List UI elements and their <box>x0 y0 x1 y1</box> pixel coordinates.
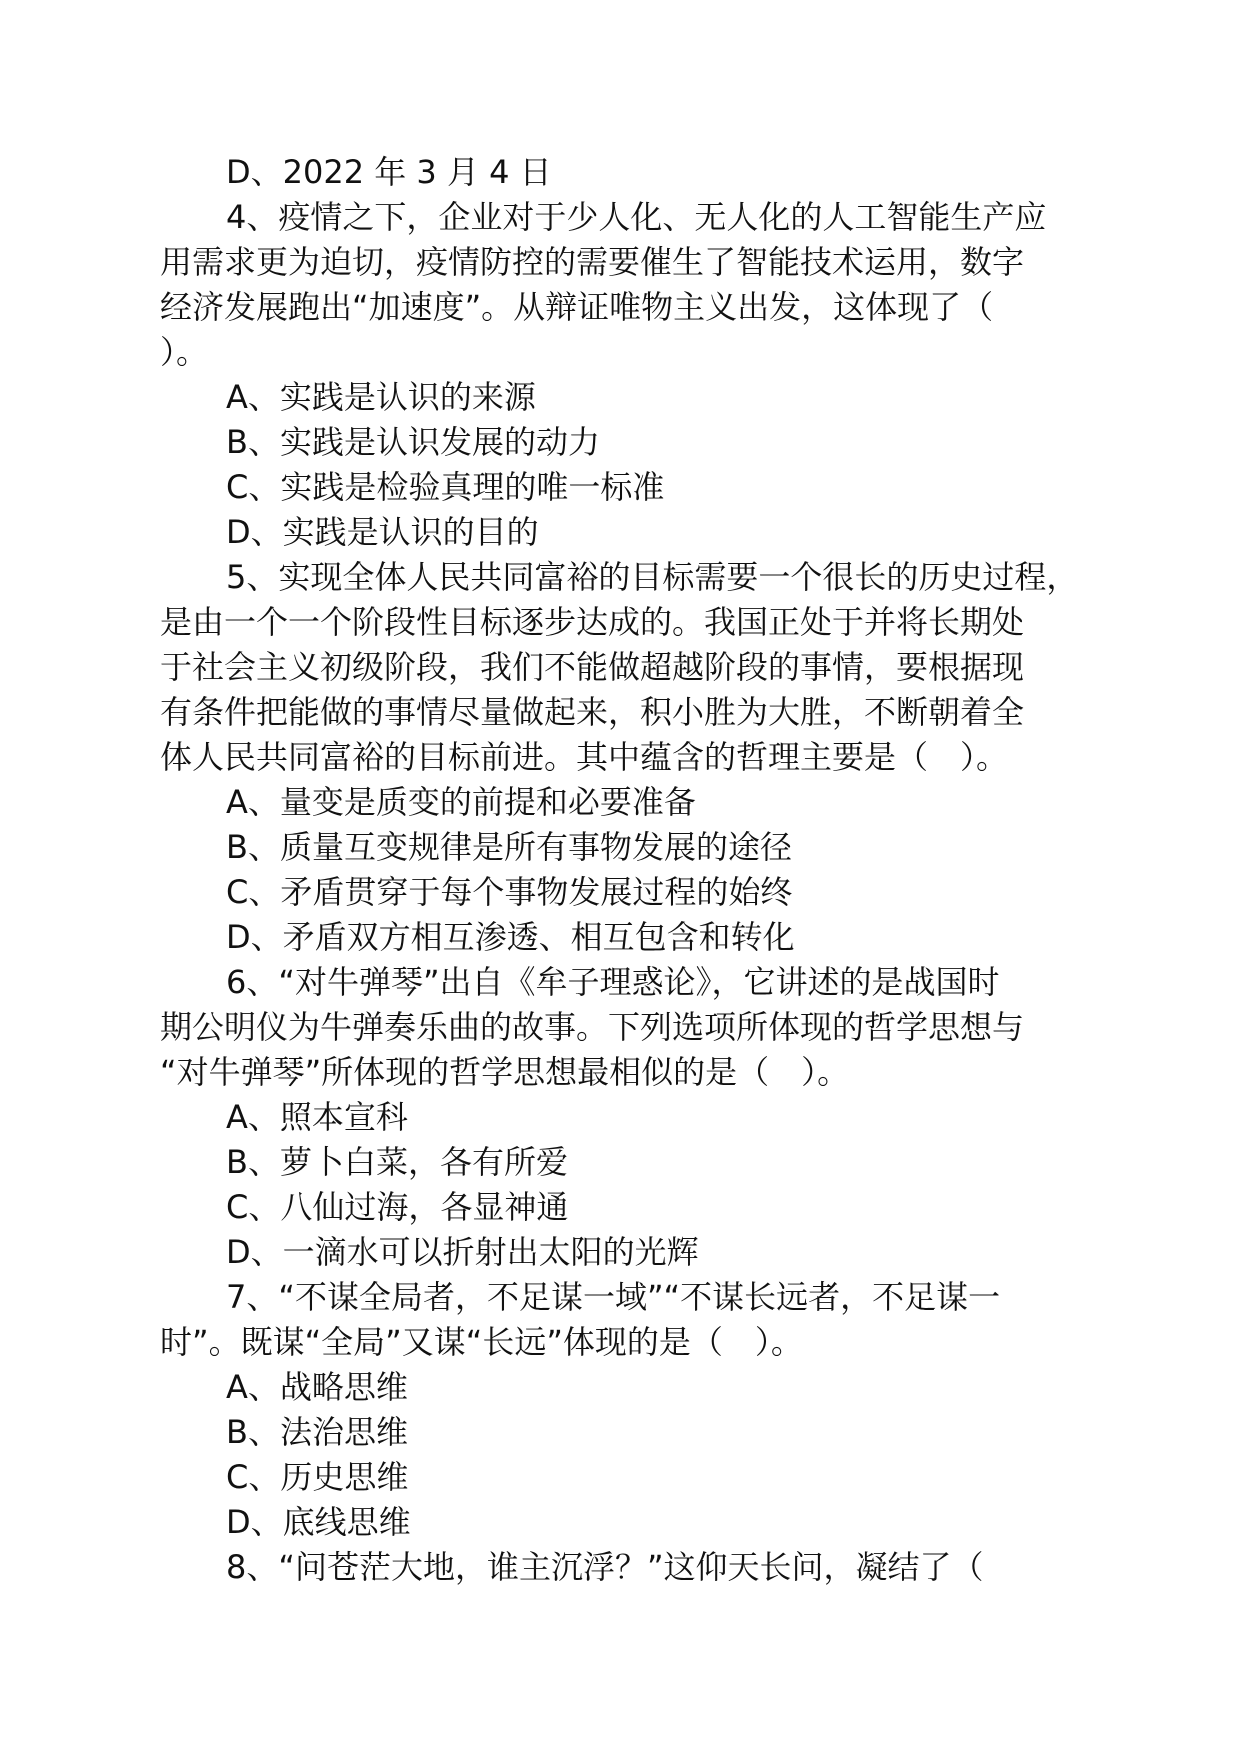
document-page <box>160 150 1120 1590</box>
option-d: D、矛盾双方相互渗透、相互包含和转化 <box>226 918 795 956</box>
option-d: D、一滴水可以折射出太阳的光辉 <box>226 1233 699 1271</box>
option-d: D、实践是认识的目的 <box>226 513 539 551</box>
question-5-line: 5、实现全体人民共同富裕的目标需要一个很长的历史过程， <box>226 558 1079 596</box>
option-c: C、历史思维 <box>226 1458 409 1496</box>
text-line: 体人民共同富裕的目标前进。其中蕴含的哲理主要是（ ）。 <box>160 738 1009 776</box>
option-b: B、萝卜白菜，各有所爱 <box>226 1143 568 1181</box>
option-a: A、照本宣科 <box>226 1098 408 1136</box>
text-line: 经济发展跑出“加速度”。从辩证唯物主义出发，这体现了（ <box>160 288 994 326</box>
option-a: A、量变是质变的前提和必要准备 <box>226 783 696 821</box>
text-line: 是由一个一个阶段性目标逐步达成的。我国正处于并将长期处 <box>160 603 1025 641</box>
option-a: A、实践是认识的来源 <box>226 378 536 416</box>
question-7-line: 7、“不谋全局者，不足谋一域”“不谋长远者，不足谋一 <box>226 1278 1001 1316</box>
option-c: C、八仙过海，各显神通 <box>226 1188 569 1226</box>
question-8-line: 8、“问苍茫大地，谁主沉浮？”这仰天长问，凝结了（ <box>226 1548 984 1586</box>
option-c: C、实践是检验真理的唯一标准 <box>226 468 665 506</box>
option-b: B、质量互变规律是所有事物发展的途径 <box>226 828 792 866</box>
text-line: 于社会主义初级阶段，我们不能做超越阶段的事情，要根据现 <box>160 648 1025 686</box>
option-d: D、底线思维 <box>226 1503 411 1541</box>
option-b: B、实践是认识发展的动力 <box>226 423 600 461</box>
text-line: D、2022 年 3 月 4 日 <box>226 153 552 191</box>
question-4-line: 4、疫情之下，企业对于少人化、无人化的人工智能生产应 <box>226 198 1047 236</box>
text-line: 用需求更为迫切，疫情防控的需要催生了智能技术运用，数字 <box>160 243 1025 281</box>
text-line: 期公明仪为牛弹奏乐曲的故事。下列选项所体现的哲学思想与 <box>160 1008 1025 1046</box>
option-b: B、法治思维 <box>226 1413 408 1451</box>
text-line: “对牛弹琴”所体现的哲学思想最相似的是（ ）。 <box>160 1053 850 1091</box>
text-line: ）。 <box>160 333 209 371</box>
option-c: C、矛盾贯穿于每个事物发展过程的始终 <box>226 873 793 911</box>
question-6-line: 6、“对牛弹琴”出自《牟子理惑论》，它讲述的是战国时 <box>226 963 1000 1001</box>
text-line: 时”。既谋“全局”又谋“长远”体现的是（ ）。 <box>160 1323 803 1361</box>
option-a: A、战略思维 <box>226 1368 408 1406</box>
text-line: 有条件把能做的事情尽量做起来，积小胜为大胜，不断朝着全 <box>160 693 1025 731</box>
